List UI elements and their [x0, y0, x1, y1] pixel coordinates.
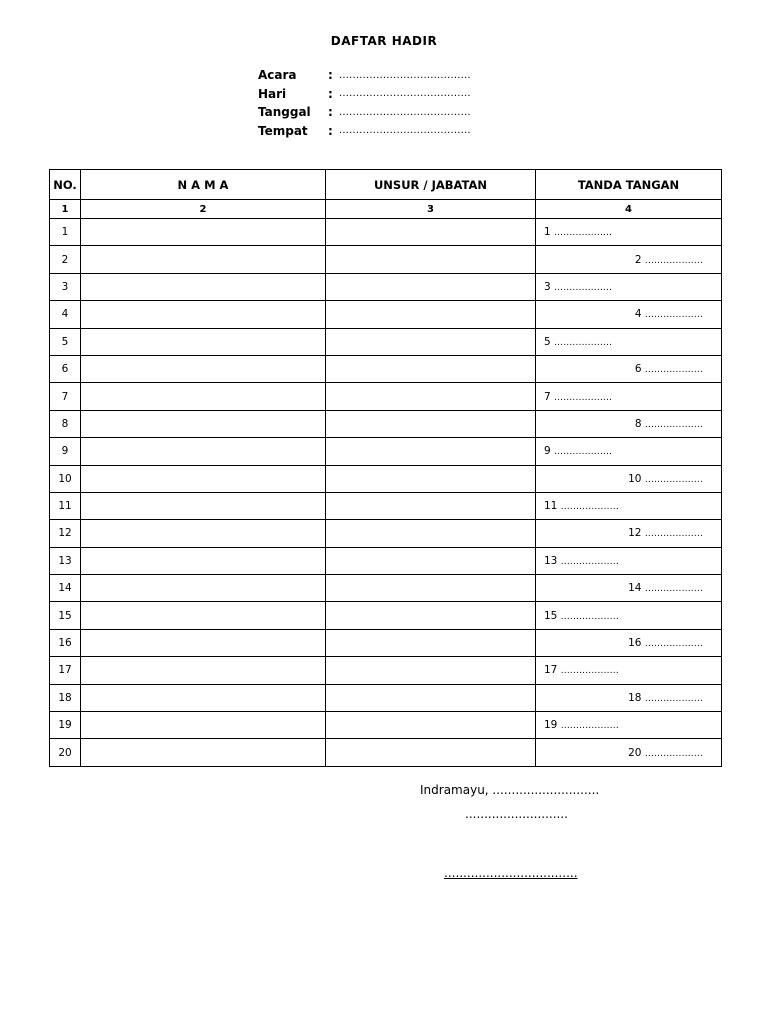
- table-row: [50, 520, 722, 547]
- signature-dots: ...................: [644, 693, 703, 704]
- signature-dots: ...................: [560, 502, 619, 513]
- name-cell: [81, 246, 326, 273]
- table-row: [50, 739, 722, 766]
- table-row: [50, 410, 722, 437]
- signature-dots: ...................: [560, 611, 619, 622]
- info-value: .......................................: [339, 106, 471, 118]
- header-jabatan: UNSUR / JABATAN: [326, 170, 536, 200]
- position-cell: [326, 575, 536, 602]
- name-cell: [81, 273, 326, 300]
- signature-dots: ...................: [644, 639, 703, 650]
- signature-cell: [536, 383, 722, 410]
- table-row: [50, 575, 722, 602]
- signature-dots: ...................: [644, 474, 703, 485]
- signature-slot: [544, 445, 612, 457]
- name-cell: [81, 492, 326, 519]
- signature-cell: [536, 465, 722, 492]
- position-cell: [326, 273, 536, 300]
- signature-dots: ...................: [554, 392, 613, 403]
- signature-slot: [544, 555, 619, 567]
- signature-dots: ...................: [554, 337, 613, 348]
- signature-cell: [536, 739, 722, 766]
- signature-number: 10: [628, 472, 642, 485]
- signature-cell: [536, 219, 722, 246]
- table-row: [50, 383, 722, 410]
- position-cell: [326, 383, 536, 410]
- signature-cell: [536, 684, 722, 711]
- signature-number: 11: [544, 500, 558, 513]
- signature-slot: [635, 308, 703, 320]
- row-number: 1: [50, 219, 81, 246]
- name-cell: [81, 739, 326, 766]
- signature-cell: [536, 712, 722, 739]
- signature-number: 1: [544, 226, 551, 239]
- signature-number: 7: [544, 390, 551, 403]
- signature-number: 5: [544, 335, 551, 348]
- position-cell: [326, 219, 536, 246]
- header-tanda-tangan: TANDA TANGAN: [536, 170, 722, 200]
- signature-number: 3: [544, 280, 551, 293]
- signature-number: 2: [634, 253, 642, 266]
- info-label: Hari: [258, 86, 287, 101]
- signature-slot: [628, 527, 703, 539]
- signature-slot: [544, 336, 612, 348]
- event-info: [258, 66, 471, 140]
- row-number: 6: [50, 355, 81, 382]
- position-cell: [326, 629, 536, 656]
- signature-cell: [536, 301, 722, 328]
- signature-slot: [628, 637, 703, 649]
- signature-dots: ...................: [560, 556, 619, 567]
- info-colon: :: [328, 105, 333, 120]
- signature-dots: ...................: [560, 666, 619, 677]
- table-row: [50, 438, 722, 465]
- name-cell: [81, 301, 326, 328]
- signature-number: 16: [628, 637, 642, 650]
- name-cell: [81, 602, 326, 629]
- signature-cell: [536, 575, 722, 602]
- signature-number: 4: [634, 308, 642, 321]
- info-label: Tanggal: [258, 105, 311, 120]
- header-no: NO.: [50, 170, 81, 200]
- signature-cell: [536, 328, 722, 355]
- signature-number: 8: [634, 417, 642, 430]
- table-row: [50, 465, 722, 492]
- column-number: 1: [50, 200, 81, 219]
- name-cell: [81, 520, 326, 547]
- signature-dots: ...................: [644, 529, 703, 540]
- position-cell: [326, 739, 536, 766]
- signature-slot: [544, 610, 619, 622]
- signature-dots: ...................: [644, 365, 703, 376]
- row-number: 2: [50, 246, 81, 273]
- position-cell: [326, 246, 536, 273]
- signature-number: 19: [544, 719, 558, 732]
- name-cell: [81, 547, 326, 574]
- info-colon: :: [328, 68, 333, 83]
- signature-slot: [628, 692, 703, 704]
- info-value: .......................................: [339, 69, 471, 81]
- signature-dots: ...................: [644, 310, 703, 321]
- row-number: 8: [50, 410, 81, 437]
- position-cell: [326, 410, 536, 437]
- info-row-tanggal: [258, 103, 471, 122]
- info-row-tempat: [258, 122, 471, 141]
- signature-cell: [536, 520, 722, 547]
- signature-slot: [635, 254, 703, 266]
- signature-dots: ...................: [554, 447, 613, 458]
- table-row: [50, 712, 722, 739]
- table-row: [50, 219, 722, 246]
- signature-number: 20: [628, 746, 642, 759]
- attendance-table: [49, 169, 722, 767]
- position-cell: [326, 684, 536, 711]
- position-cell: [326, 520, 536, 547]
- table-header-row: [50, 170, 722, 200]
- signature-cell: [536, 629, 722, 656]
- signature-cell: [536, 410, 722, 437]
- position-cell: [326, 547, 536, 574]
- signature-cell: [536, 547, 722, 574]
- table-row: [50, 547, 722, 574]
- info-colon: :: [328, 123, 333, 138]
- table-row: [50, 301, 722, 328]
- signature-slot: [628, 747, 703, 759]
- signature-number: 17: [544, 664, 558, 677]
- position-cell: [326, 712, 536, 739]
- column-number-row: [50, 200, 722, 219]
- name-cell: [81, 629, 326, 656]
- signature-line: ...................................: [444, 866, 578, 880]
- signature-slot: [635, 363, 703, 375]
- signature-slot: [544, 281, 612, 293]
- name-cell: [81, 438, 326, 465]
- row-number: 17: [50, 657, 81, 684]
- position-cell: [326, 602, 536, 629]
- signature-slot: [544, 719, 619, 731]
- signature-number: 15: [544, 609, 558, 622]
- position-cell: [326, 328, 536, 355]
- signature-slot: [628, 473, 703, 485]
- table-row: [50, 355, 722, 382]
- signature-slot: [544, 500, 619, 512]
- position-cell: [326, 301, 536, 328]
- row-number: 16: [50, 629, 81, 656]
- place-date: Indramayu, ............................: [420, 783, 600, 797]
- signature-cell: [536, 438, 722, 465]
- row-number: 11: [50, 492, 81, 519]
- row-number: 3: [50, 273, 81, 300]
- position-cell: [326, 438, 536, 465]
- table-row: [50, 246, 722, 273]
- row-number: 12: [50, 520, 81, 547]
- table-row: [50, 684, 722, 711]
- signature-slot: [544, 391, 612, 403]
- signature-number: 13: [544, 554, 558, 567]
- signature-dots: ...................: [644, 255, 703, 266]
- position-cell: [326, 355, 536, 382]
- signature-dots: ...................: [644, 748, 703, 759]
- name-cell: [81, 383, 326, 410]
- info-label: Tempat: [258, 123, 308, 138]
- signature-number: 9: [544, 445, 551, 458]
- row-number: 20: [50, 739, 81, 766]
- name-cell: [81, 410, 326, 437]
- row-number: 4: [50, 301, 81, 328]
- row-number: 14: [50, 575, 81, 602]
- signature-slot: [544, 226, 612, 238]
- signature-number: 6: [634, 363, 642, 376]
- name-cell: [81, 219, 326, 246]
- name-cell: [81, 575, 326, 602]
- signature-cell: [536, 246, 722, 273]
- info-value: .......................................: [339, 88, 471, 100]
- info-value: .......................................: [339, 125, 471, 137]
- signature-dots: ...................: [560, 721, 619, 732]
- signature-dots: ...................: [644, 419, 703, 430]
- header-nama: N A M A: [81, 170, 326, 200]
- name-cell: [81, 465, 326, 492]
- table-row: [50, 602, 722, 629]
- row-number: 5: [50, 328, 81, 355]
- row-number: 19: [50, 712, 81, 739]
- row-number: 9: [50, 438, 81, 465]
- position-cell: [326, 465, 536, 492]
- table-row: [50, 629, 722, 656]
- signature-cell: [536, 355, 722, 382]
- signature-number: 14: [628, 582, 642, 595]
- row-number: 13: [50, 547, 81, 574]
- row-number: 15: [50, 602, 81, 629]
- signature-cell: [536, 602, 722, 629]
- column-number: 4: [536, 200, 722, 219]
- document-title: DAFTAR HADIR: [330, 34, 438, 48]
- signature-cell: [536, 657, 722, 684]
- table-row: [50, 273, 722, 300]
- column-number: 3: [326, 200, 536, 219]
- signature-cell: [536, 273, 722, 300]
- signatory-role: ...........................: [465, 807, 568, 821]
- name-cell: [81, 328, 326, 355]
- column-number: 2: [81, 200, 326, 219]
- table-row: [50, 492, 722, 519]
- info-row-acara: [258, 66, 471, 85]
- signature-slot: [635, 418, 703, 430]
- name-cell: [81, 355, 326, 382]
- name-cell: [81, 684, 326, 711]
- signature-slot: [544, 664, 619, 676]
- info-row-hari: [258, 85, 471, 104]
- signature-slot: [628, 582, 703, 594]
- name-cell: [81, 712, 326, 739]
- signature-cell: [536, 492, 722, 519]
- table-row: [50, 328, 722, 355]
- position-cell: [326, 492, 536, 519]
- info-colon: :: [328, 86, 333, 101]
- row-number: 18: [50, 684, 81, 711]
- signature-dots: ...................: [644, 584, 703, 595]
- position-cell: [326, 657, 536, 684]
- table-row: [50, 657, 722, 684]
- row-number: 10: [50, 465, 81, 492]
- signature-number: 12: [628, 527, 642, 540]
- signature-dots: ...................: [554, 228, 613, 239]
- name-cell: [81, 657, 326, 684]
- info-label: Acara: [258, 68, 297, 83]
- signature-dots: ...................: [554, 282, 613, 293]
- signature-number: 18: [628, 691, 642, 704]
- row-number: 7: [50, 383, 81, 410]
